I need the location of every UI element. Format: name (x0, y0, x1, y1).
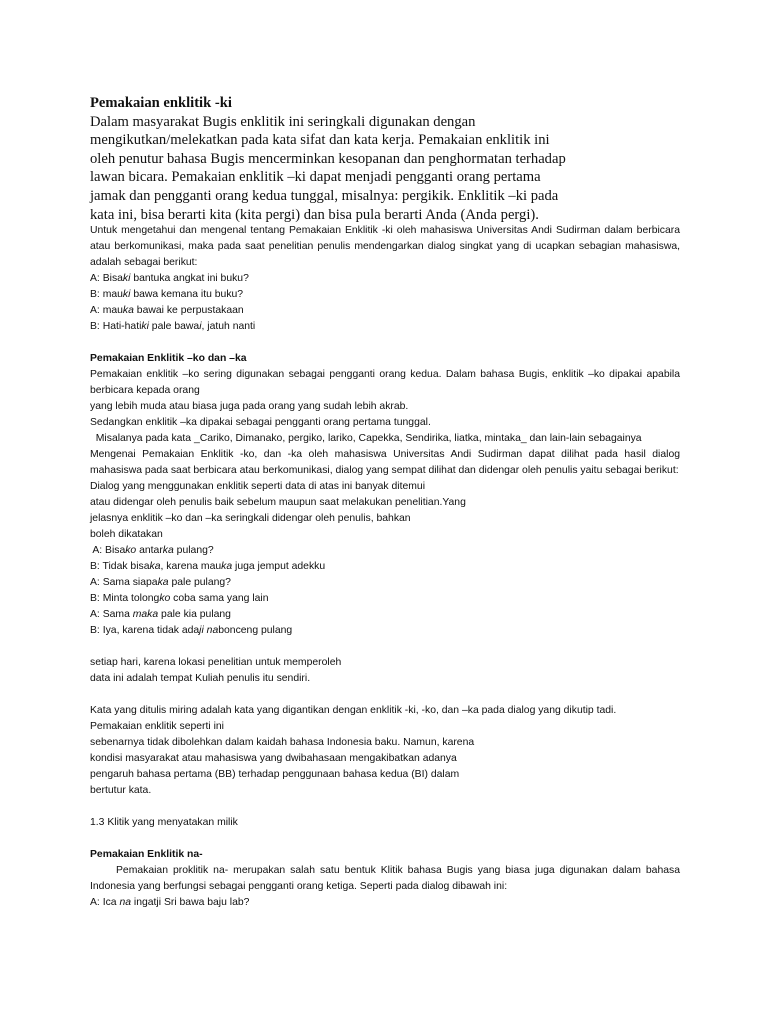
dialog-line: B: mauki bawa kemana itu buku? (90, 289, 244, 301)
serif-line: Dalam masyarakat Bugis enklitik ini seringkali digunakan dengan (90, 113, 476, 130)
text-line: bertutur kata. (90, 785, 152, 797)
serif-line: lawan bicara. Pemakaian enklitik –ki dapat menjadi pengganti orang pertama (90, 169, 541, 186)
paragraph: Pemakaian proklitik na- merupakan salah satu bentuk Klitik bahasa Bugis yang biasa juga digunakan dalam bahasa Indonesia yang berfungsi sebagai pengganti orang ketiga. Seperti pada dialog dibawah ini: (90, 865, 680, 893)
text-line: pengaruh bahasa pertama (BB) terhadap penggunaan bahasa kedua (BI) dalam (90, 769, 460, 781)
text-line: Dialog yang menggunakan enklitik seperti data di atas ini banyak ditemui (90, 481, 426, 493)
paragraph: Pemakaian enklitik –ko sering digunakan sebagai pengganti orang kedua. Dalam bahasa Bugis, enklitik –ko dipakai apabila berbicara kepada orang (90, 369, 680, 397)
section-heading-1-3: 1.3 Klitik yang menyatakan milik (90, 817, 238, 829)
text-line: setiap hari, karena lokasi penelitian untuk memperoleh (90, 657, 342, 669)
dialog-line: B: Hati-hatiki pale bawai, jatuh nanti (90, 321, 256, 333)
section-heading-na: Pemakaian Enklitik na- (90, 849, 203, 861)
text-line: atau didengar oleh penulis baik sebelum maupun saat melakukan penelitian.Yang (90, 497, 466, 509)
text-line: boleh dikatakan (90, 529, 163, 541)
paragraph: yang lebih muda atau biasa juga pada orang yang sudah lebih akrab. (90, 401, 409, 413)
dialog-line: B: Minta tolongko coba sama yang lain (90, 593, 269, 605)
dialog-line: B: Iya, karena tidak adaji nabonceng pulang (90, 625, 293, 637)
dialog-line: A: Bisako antarka pulang? (90, 545, 214, 557)
paragraph: Misalanya pada kata _Cariko, Dimanako, pergiko, lariko, Capekka, Sendirika, liatka, mintaka_ dan lain-lain sebagainya (90, 433, 642, 445)
dialog-line: A: mauka bawai ke perpustakaan (90, 305, 244, 317)
text-line: jelasnya enklitik –ko dan –ka seringkali didengar oleh penulis, bahkan (90, 513, 411, 525)
text-line: data ini adalah tempat Kuliah penulis itu sendiri. (90, 673, 311, 685)
serif-line: kata ini, bisa berarti kita (kita pergi) dan bisa pula berarti Anda (Anda pergi). (90, 206, 539, 223)
serif-line: jamak dan pengganti orang kedua tunggal, misalnya: pergikik. Enklitik –ki pada (90, 187, 559, 204)
dialog-line: A: Bisaki bantuka angkat ini buku? (90, 273, 249, 285)
paragraph: Kata yang ditulis miring adalah kata yang digantikan dengan enklitik -ki, -ko, dan –ka pada dialog yang dikutip tadi. (90, 705, 617, 717)
serif-paragraph (90, 113, 680, 225)
dialog-line: A: Ica na ingatji Sri bawa baju lab? (90, 897, 250, 909)
paragraph: Sedangkan enklitik –ka dipakai sebagai pengganti orang pertama tunggal. (90, 417, 431, 429)
intro-paragraph: Untuk mengetahui dan mengenal tentang Pemakaian Enklitik -ki oleh mahasiswa Universitas Andi Sudirman dalam berbicara atau berkomunikasi, maka pada saat penelitian penulis mendengarkan dialog singkat yang di ucapkan sebagian mahasiswa, adalah sebagai berikut: (90, 225, 680, 269)
section-heading-ko-ka: Pemakaian Enklitik –ko dan –ka (90, 353, 247, 365)
serif-line: mengikutkan/melekatkan pada kata sifat dan kata kerja. Pemakaian enklitik ini (90, 132, 550, 149)
serif-line: oleh penutur bahasa Bugis mencerminkan kesopanan dan penghormatan terhadap (90, 150, 566, 167)
paragraph: Mengenai Pemakaian Enklitik -ko, dan -ka oleh mahasiswa Universitas Andi Sudirman dapat dilihat pada hasil dialog mahasiswa pada saat berbicara atau berkomunikasi, dialog yang sempat dilihat dan didengar oleh penulis yaitu sebagai berikut: (90, 449, 680, 477)
dialog-line: A: Sama maka pale kia pulang (90, 609, 231, 621)
dialog-line: B: Tidak bisaka, karena mauka juga jemput adekku (90, 561, 326, 573)
text-line: sebenarnya tidak dibolehkan dalam kaidah bahasa Indonesia baku. Namun, karena (90, 737, 475, 749)
text-line: kondisi masyarakat atau mahasiswa yang dwibahasaan mengakibatkan adanya (90, 753, 457, 765)
dialog-line: A: Sama siapaka pale pulang? (90, 577, 231, 589)
section-heading-ki: Pemakaian enklitik -ki (90, 95, 232, 111)
text-line: Pemakaian enklitik seperti ini (90, 721, 224, 733)
document-page (90, 94, 680, 911)
